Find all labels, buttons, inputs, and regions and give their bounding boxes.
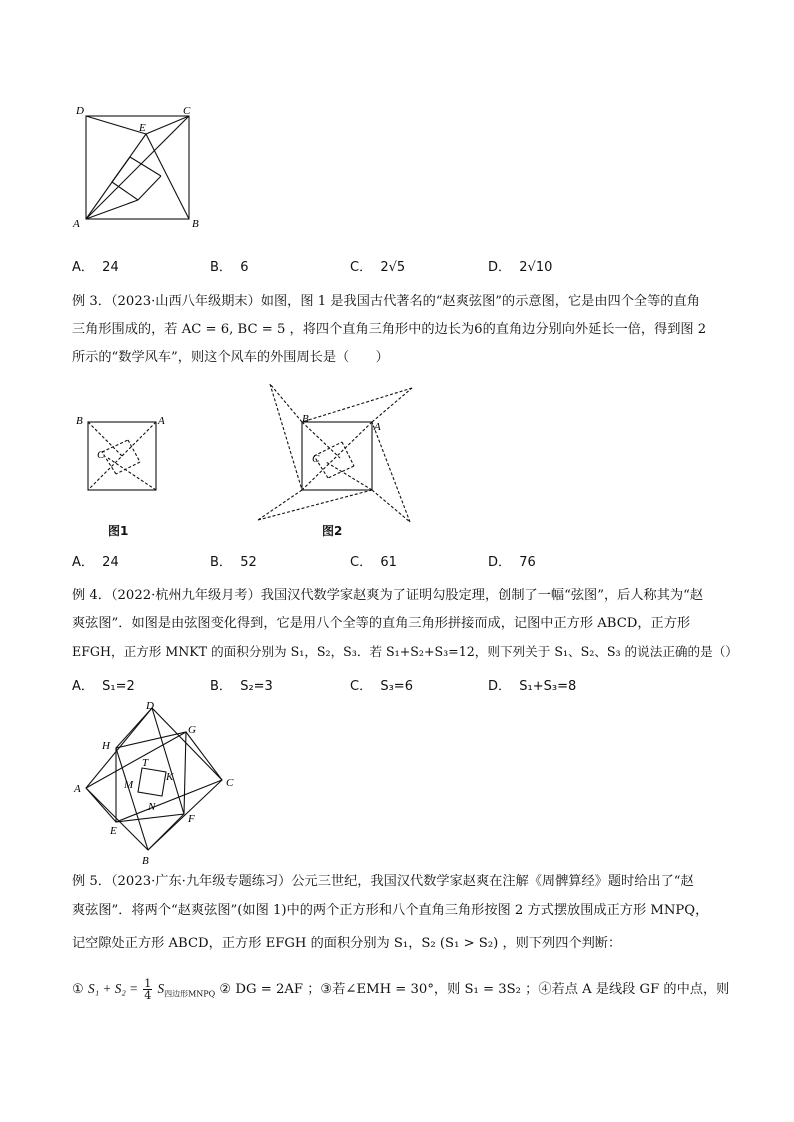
q3-figure-1 xyxy=(72,408,172,508)
q5-line-3: 记空隙处正方形 ABCD，正方形 EFGH 的面积分别为 S₁，S₂ (S₁ > S₂) ，则下列四个判断： xyxy=(72,936,622,951)
q3-figure-2 xyxy=(250,378,420,528)
q5-circle-1: ① xyxy=(72,982,84,997)
q3-line-3: 所示的“数学风车”，则这个风车的外围周长是（ ） xyxy=(72,350,389,365)
q3f1-label-c: C xyxy=(97,449,105,461)
q3-fig1-caption: 图1 xyxy=(108,524,129,538)
q5-line-1: 例 5．（2023·广东·九年级专题练习）公元三世纪，我国汉代数学家赵爽在注解《周髀算经》题时给出了“赵 xyxy=(72,874,694,889)
q2-option-d: D． 2√10 xyxy=(488,260,553,275)
q2-option-b: B． 6 xyxy=(210,260,249,275)
q4-label-t: T xyxy=(142,757,149,769)
q4-line-2: 爽弦图”．如图是由弦图变化得到，它是用八个全等的直角三角形拼接而成，记图中正方形 ABCD，正方形 xyxy=(72,616,691,631)
q5-s-symbol: S xyxy=(157,981,165,996)
q4-option-a: A． S₁=2 xyxy=(72,679,135,694)
q3-option-b: B． 52 xyxy=(210,555,257,570)
q3-option-d: D． 76 xyxy=(488,555,536,570)
q4-option-c: C． S₃=6 xyxy=(350,679,413,694)
q3f2-label-c: C xyxy=(312,453,320,465)
q5-line-2: 爽弦图”．将两个“赵爽弦图”(如图 1)中的两个正方形和八个直角三角形按图 2 方式摆放围成正方形 MNPQ， xyxy=(72,903,709,918)
q3f2-label-a: A xyxy=(374,421,381,433)
q4-option-b: B． S₂=3 xyxy=(210,679,273,694)
q5-fraction: $\frac{1}{4}$ xyxy=(144,977,152,1002)
q2-label-c: C xyxy=(183,105,191,117)
q4-label-k: K xyxy=(166,771,174,783)
q2-label-b: B xyxy=(192,218,199,230)
q2-label-d: D xyxy=(76,105,84,117)
q2-label-e: E xyxy=(139,122,146,134)
q4-label-a: A xyxy=(74,783,81,795)
q4-option-d: D． S₁+S₃=8 xyxy=(488,679,577,694)
q2-option-a: A． 24 xyxy=(72,260,119,275)
q5-line-4 xyxy=(72,978,729,1005)
q3f1-label-a: A xyxy=(158,415,165,427)
q3f2-label-b: B xyxy=(302,413,309,425)
q2-figure xyxy=(70,100,200,230)
q4-label-f: F xyxy=(188,813,195,825)
q4-figure xyxy=(66,698,246,868)
q4-label-d: D xyxy=(146,700,154,712)
q4-line-1: 例 4．（2022·杭州九年级月考）我国汉代数学家赵爽为了证明勾股定理，创制了一幅“弦图”，后人称其为“赵 xyxy=(72,588,704,603)
q3-line-2: 三角形围成的，若 AC = 6, BC = 5 ，将四个直角三角形中的边长为6的直角边分别向外延长一倍，得到图 2 xyxy=(72,322,707,337)
q2-option-c: C． 2√5 xyxy=(350,260,406,275)
q3f1-label-b: B xyxy=(76,415,83,427)
q3-fig2-caption: 图2 xyxy=(322,524,343,538)
q4-label-h: H xyxy=(102,740,110,752)
q2-label-a: A xyxy=(73,218,80,230)
q3-option-a: A． 24 xyxy=(72,555,119,570)
q4-label-g: G xyxy=(188,724,196,736)
q4-label-m: M xyxy=(124,779,134,791)
q4-label-n: N xyxy=(148,801,156,813)
q4-label-e: E xyxy=(110,825,117,837)
q4-label-b: B xyxy=(142,855,149,867)
q5-subscript: 四边形MNPQ xyxy=(164,989,216,999)
q5-s1-s2: S₁ + S₂ = xyxy=(88,981,139,996)
q3-option-c: C． 61 xyxy=(350,555,397,570)
q5-judgements: ② DG = 2AF ；③若∠EMH = 30°，则 S₁ = 3S₂ ；④若点 A 是线段 GF 的中点，则 xyxy=(219,982,730,997)
q4-label-c: C xyxy=(226,777,234,789)
q4-line-3: EFGH，正方形 MNKT 的面积分别为 S₁，S₂，S₃．若 S₁+S₂+S₃=12，则下列关于 S₁、S₂、S₃ 的说法正确的是（） xyxy=(72,644,738,659)
q3-line-1: 例 3．（2023·山西八年级期末）如图，图 1 是我国古代著名的“赵爽弦图”的示意图，它是由四个全等的直角 xyxy=(72,294,700,309)
